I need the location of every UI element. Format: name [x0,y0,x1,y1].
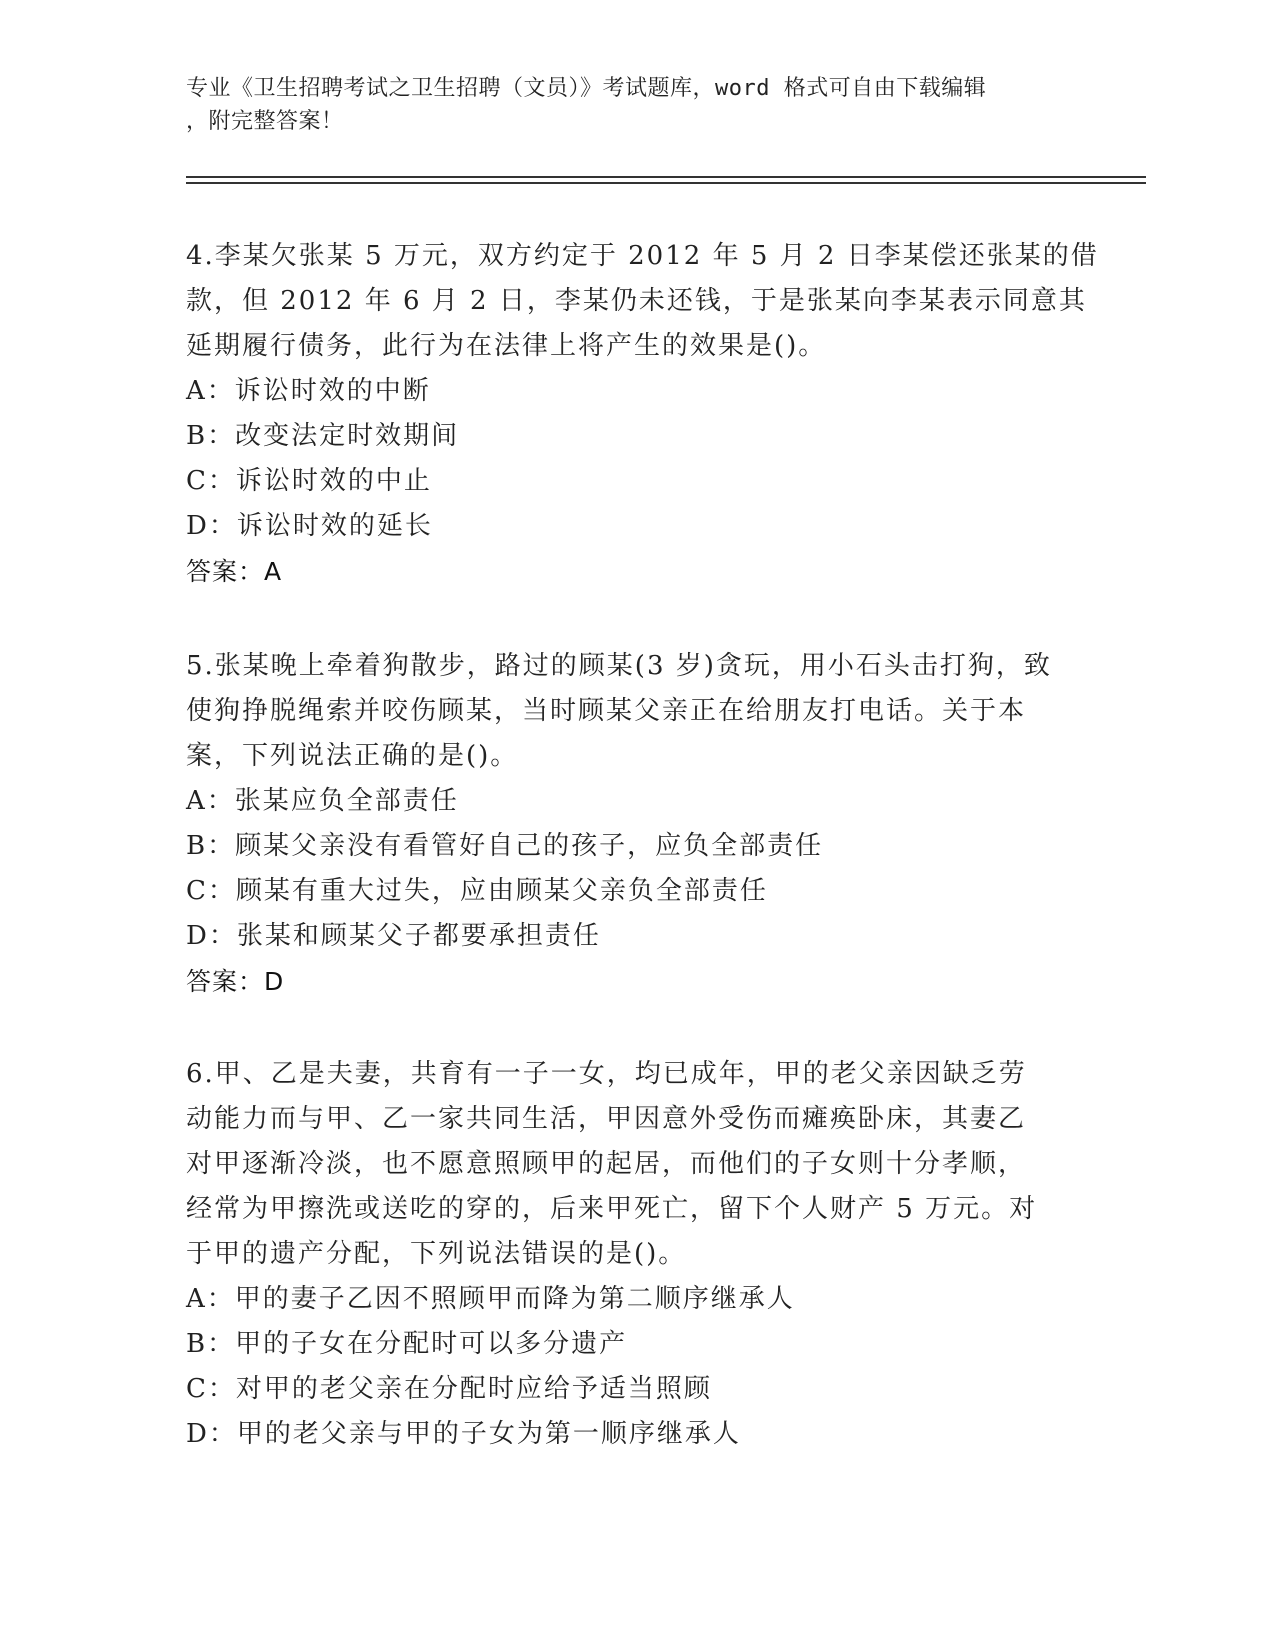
question-stem-line: 5.张某晚上牵着狗散步，路过的顾某(3 岁)贪玩，用小石头击打狗，致 [186,651,1052,681]
question-stem-line: 6.甲、乙是夫妻，共育有一子一女，均已成年，甲的老父亲因缺乏劳 [186,1059,1027,1089]
question-stem-line: 动能力而与甲、乙一家共同生活，甲因意外受伤而瘫痪卧床，其妻乙 [186,1104,1027,1134]
header-divider-top [186,176,1146,178]
question-stem-line: 案，下列说法正确的是()。 [186,741,519,771]
option-a: A：诉讼时效的中断 [186,376,431,406]
option-c: C：对甲的老父亲在分配时应给予适当照顾 [186,1374,712,1404]
option-b: B：顾某父亲没有看管好自己的孩子，应负全部责任 [186,831,824,861]
question-stem-line: 使狗挣脱绳索并咬伤顾某，当时顾某父亲正在给朋友打电话。关于本 [186,696,1027,726]
option-d: D：张某和顾某父子都要承担责任 [186,921,601,951]
option-b: B：改变法定时效期间 [186,421,460,451]
header-line: 专业《卫生招聘考试之卫生招聘（文员）》考试题库，word 格式可自由下载编辑 [186,76,987,101]
question-stem-line: 款，但 2012 年 6 月 2 日，李某仍未还钱，于是张某向李某表示同意其 [186,286,1087,316]
header-line: ，附完整答案！ [186,109,344,134]
question-4 [186,234,1099,594]
question-stem-line: 4.李某欠张某 5 万元，双方约定于 2012 年 5 月 2 日李某偿还张某的借 [186,241,1099,271]
option-d: D：诉讼时效的延长 [186,511,433,541]
question-stem-line: 对甲逐渐冷淡，也不愿意照顾甲的起居，而他们的子女则十分孝顺， [186,1149,1027,1179]
option-d: D：甲的老父亲与甲的子女为第一顺序继承人 [186,1419,741,1449]
answer-label: 答案：D [186,967,285,996]
document-header [186,72,1086,138]
question-6 [186,1052,1086,1457]
answer-label: 答案：A [186,557,283,586]
option-b: B：甲的子女在分配时可以多分遗产 [186,1329,628,1359]
option-c: C：诉讼时效的中止 [186,466,432,496]
question-stem-line: 经常为甲擦洗或送吃的穿的，后来甲死亡，留下个人财产 5 万元。对 [186,1194,1038,1224]
question-stem-line: 延期履行债务，此行为在法律上将产生的效果是()。 [186,331,827,361]
header-divider-bottom [186,182,1146,184]
option-a: A：张某应负全部责任 [186,786,459,816]
question-5 [186,644,1086,1004]
question-stem-line: 于甲的遗产分配，下列说法错误的是()。 [186,1239,687,1269]
option-c: C：顾某有重大过失，应由顾某父亲负全部责任 [186,876,768,906]
option-a: A：甲的妻子乙因不照顾甲而降为第二顺序继承人 [186,1284,795,1314]
